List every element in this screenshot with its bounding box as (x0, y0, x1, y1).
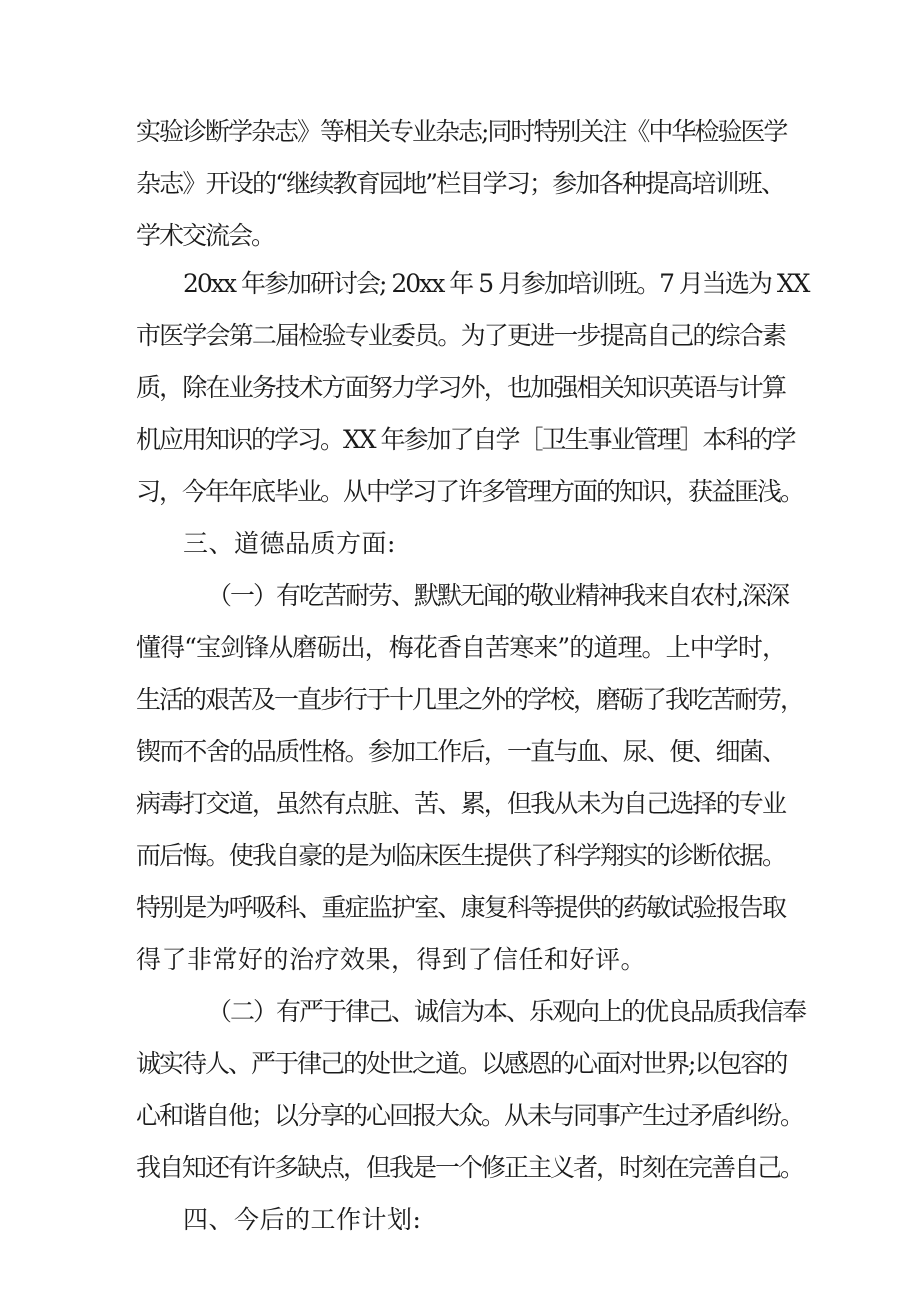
text-line: 心和谐自他；以分享的心回报大众。从未与同事产生过矛盾纠纷。 (136, 1101, 804, 1130)
section-heading: 三、道德品质方面: (183, 529, 396, 558)
text-line: 杂志》开设的“继续教育园地”栏目学习；参加各种提高培训班、 (136, 169, 785, 198)
text-line: 锲而不舍的品质性格。参加工作后，一直与血、尿、便、细菌、 (136, 737, 786, 766)
text-line: 质，除在业务技术方面努力学习外，也加强相关知识英语与计算 (136, 373, 786, 402)
text-line: 机应用知识的学习。XX 年参加了自学［卫生事业管理］本科的学 (136, 425, 795, 454)
text-line: 习，今年年底毕业。从中学习了许多管理方面的知识，获益匪浅。 (136, 477, 804, 506)
text-line: 市医学会第二届检验专业委员。为了更进一步提高自己的综合素 (136, 321, 786, 350)
text-line: 诚实待人、严于律己的处世之道。以感恩的心面对世界;以包容的 (136, 1049, 787, 1078)
text-line: 得了非常好的治疗效果，得到了信任和好评。 (136, 945, 647, 974)
text-line: 学术交流会。 (136, 221, 275, 250)
text-line: 病毒打交道，虽然有点脏、苦、累，但我从未为自己选择的专业 (136, 789, 786, 818)
section-heading: 四、今后的工作计划: (183, 1205, 422, 1234)
text-line: 特别是为呼吸科、重症监护室、康复科等提供的药敏试验报告取 (136, 893, 786, 922)
text-line: 懂得“宝剑锋从磨砺出，梅花香自苦寒来”的道理。上中学时， (136, 633, 787, 662)
text-line: 实验诊断学杂志》等相关专业杂志;同时特别关注《中华检验医学 (136, 117, 787, 146)
text-line: 我自知还有许多缺点，但我是一个修正主义者，时刻在完善自己。 (136, 1153, 804, 1182)
text-line: 20xx 年参加研讨会; 20xx 年 5 月参加培训班。7 月当选为 XX (183, 269, 809, 298)
text-line: （二）有严于律己、诚信为本、乐观向上的优良品质我信奉 (207, 997, 806, 1026)
text-line: 而后悔。使我自豪的是为临床医生提供了科学翔实的诊断依据。 (136, 841, 786, 870)
text-line: （一）有吃苦耐劳、默默无闻的敬业精神我来自农村,深深 (207, 581, 788, 610)
text-line: 生活的艰苦及一直步行于十几里之外的学校，磨砺了我吃苦耐劳， (136, 685, 804, 714)
